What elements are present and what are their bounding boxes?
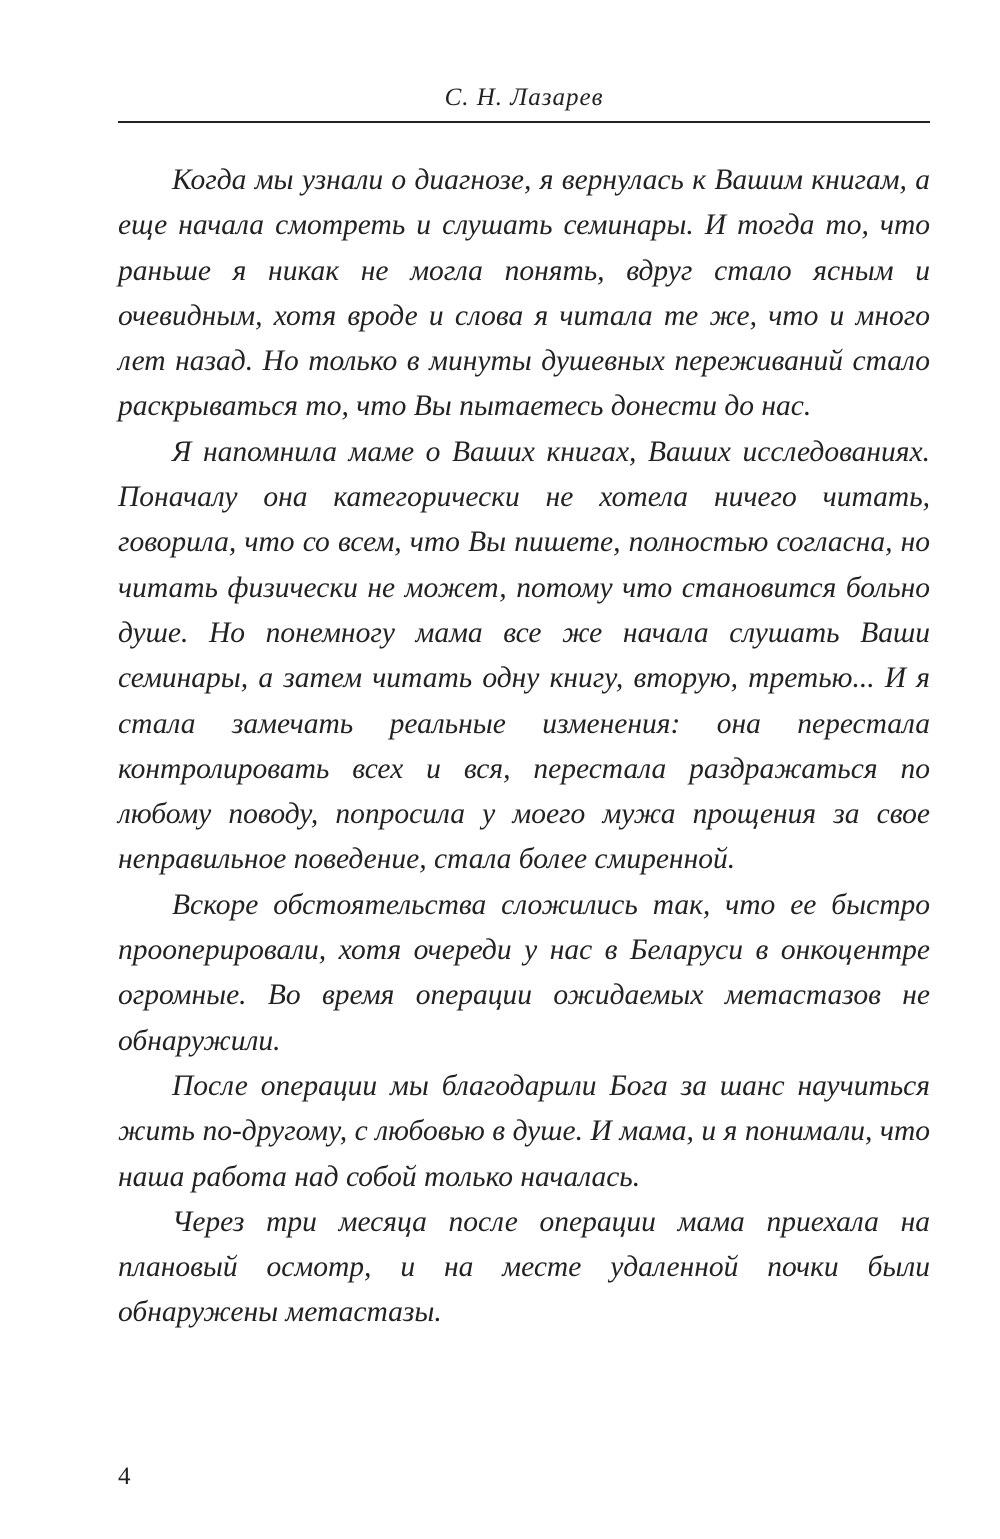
paragraph: После операции мы благодарили Бога за шанс научиться жить по-другому, с любовью в душе. И мама, и я понимали, что наша работа над собой только началась.: [118, 1069, 930, 1193]
paragraph: Через три месяца после операции мама приехала на плановый осмотр, и на месте удаленной почки были обнаружены метастазы.: [118, 1205, 930, 1329]
body-text: [118, 158, 930, 1336]
paragraph: Когда мы узнали о диагнозе, я вернулась к Вашим книгам, а еще начала смотреть и слушать семинары. И тогда то, что раньше я никак не могла понять, вдруг стало ясным и очевидным, хотя вроде и слова я читала те же, что и много лет назад. Но только в минуты душевных переживаний стало раскрываться то, что Вы пытаетесь донести до нас.: [118, 164, 930, 423]
header-rule: [118, 121, 930, 123]
page-number: 4: [118, 1463, 131, 1490]
paragraph: Вскоре обстоятельства сложились так, что ее быстро прооперировали, хотя очереди у нас в Беларуси в онкоцентре огромные. Во время операции ожидаемых метастазов не обнаружили.: [118, 888, 930, 1057]
paragraph: Я напомнила маме о Ваших книгах, Ваших исследованиях. Поначалу она категорически не хотела ничего читать, говорила, что со всем, что Вы пишете, полностью согласна, но читать физически не может, потому что становится больно душе. Но понемногу мама все же начала слушать Ваши семинары, а затем читать одну книгу, вторую, третью... И я стала замечать реальные изменения: она перестала контролировать всех и вся, перестала раздражаться по любому поводу, попросила у моего мужа прощения за свое неправильное поведение, стала более смиренной.: [118, 435, 930, 876]
running-head-author: С. Н. Лазарев: [444, 84, 604, 111]
